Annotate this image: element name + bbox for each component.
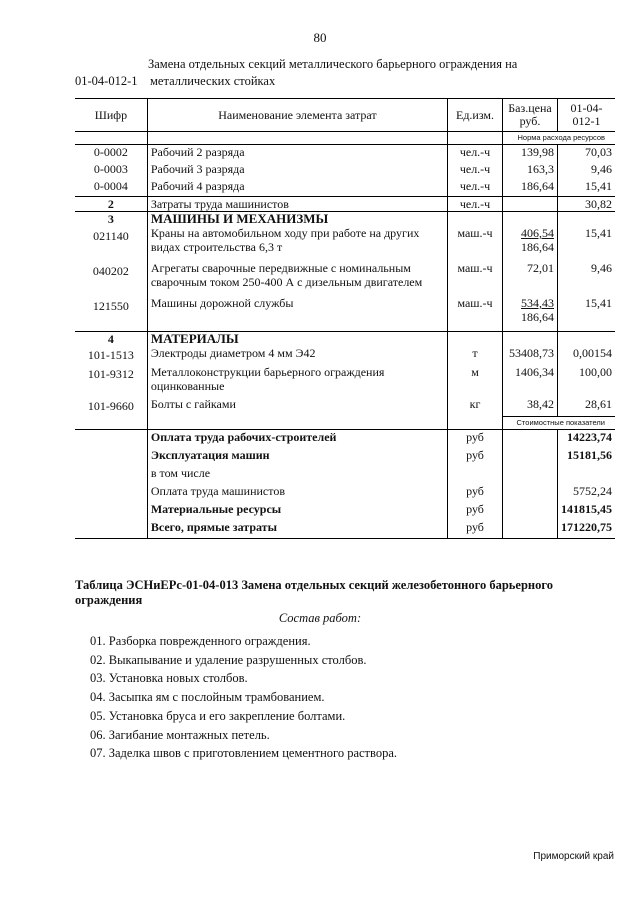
row-price: 186,64 bbox=[503, 179, 558, 197]
row-code: 121550 bbox=[75, 296, 147, 332]
total-value: 171220,75 bbox=[558, 520, 616, 539]
table-row bbox=[75, 162, 615, 179]
row-price bbox=[503, 520, 558, 539]
header-unit: Ед.изм. bbox=[448, 99, 503, 132]
total-unit: руб bbox=[448, 429, 503, 448]
table-row bbox=[75, 179, 615, 197]
totals-row bbox=[75, 429, 615, 448]
row-code: 101-1513 bbox=[75, 346, 147, 365]
price-machinist-value: 186,64 bbox=[521, 310, 554, 324]
price-value: 406,54 bbox=[521, 226, 554, 240]
resource-table bbox=[75, 98, 615, 539]
row-qty: 9,46 bbox=[591, 162, 612, 176]
table-row bbox=[75, 397, 615, 416]
totals-row bbox=[75, 448, 615, 466]
total-value bbox=[558, 466, 616, 484]
table-title-line1: Замена отдельных секций металлического барьерного ограждения на bbox=[148, 57, 518, 71]
row-code: 101-9660 bbox=[75, 397, 147, 416]
norm-label-row bbox=[75, 132, 615, 145]
row-code bbox=[75, 484, 147, 502]
table-title-code: 01-04-012-1 bbox=[75, 74, 138, 88]
total-unit: руб bbox=[448, 484, 503, 502]
total-unit: руб bbox=[448, 502, 503, 520]
row-code: 021140 bbox=[75, 226, 147, 261]
total-unit bbox=[448, 466, 503, 484]
header-name: Наименование элемента затрат bbox=[147, 99, 447, 132]
row-price: 139,98 bbox=[503, 145, 558, 163]
row-price bbox=[503, 502, 558, 520]
table-title-line2: металлических стойках bbox=[150, 74, 276, 88]
row-code bbox=[75, 466, 147, 484]
row-name: Рабочий 4 разряда bbox=[147, 179, 447, 197]
table-row bbox=[75, 346, 615, 365]
row-code bbox=[75, 520, 147, 539]
row-name: Краны на автомобильном ходу при работе на других видах строительства 6,3 т bbox=[147, 226, 447, 261]
table-row bbox=[75, 365, 615, 397]
machinist-row bbox=[75, 197, 615, 212]
list-item: 02. Выкапывание и удаление разрушенных столбов. bbox=[90, 652, 367, 667]
labor-rows bbox=[75, 145, 615, 197]
norm-label: Норма расхода ресурсов bbox=[503, 132, 616, 145]
row-qty: 15,41 bbox=[585, 296, 612, 310]
row-code: 040202 bbox=[75, 261, 147, 296]
cost-label-row bbox=[75, 416, 615, 429]
price-value: 72,01 bbox=[527, 261, 554, 275]
table2-title: Таблица ЭСНиЕРс-01-04-013 Замена отдельных секций железобетонного барьерного ограждения bbox=[75, 578, 553, 607]
list-item: 03. Установка новых столбов. bbox=[90, 671, 248, 686]
material-rows bbox=[75, 346, 615, 416]
price-value: 534,43 bbox=[521, 296, 554, 310]
header-code: Шифр bbox=[75, 99, 147, 132]
totals-rows bbox=[75, 429, 615, 538]
machinist-code: 2 bbox=[75, 197, 147, 212]
row-code bbox=[75, 429, 147, 448]
works-list bbox=[90, 632, 397, 763]
row-name: Машины дорожной службы bbox=[147, 296, 447, 332]
total-name: Материальные ресурсы bbox=[147, 502, 447, 520]
machinist-unit: чел.-ч bbox=[448, 197, 503, 212]
row-unit: чел.-ч bbox=[448, 179, 503, 197]
list-item: 07. Заделка швов с приготовлением цементного раствора. bbox=[90, 746, 397, 761]
row-unit: кг bbox=[448, 397, 503, 416]
row-price bbox=[503, 466, 558, 484]
materials-section-row bbox=[75, 332, 615, 347]
cost-label: Стоимостные показатели bbox=[503, 416, 616, 429]
row-unit: маш.-ч bbox=[448, 226, 503, 261]
row-code: 0-0004 bbox=[75, 179, 147, 197]
row-price: 163,3 bbox=[503, 162, 558, 179]
total-name: в том числе bbox=[147, 466, 447, 484]
row-price bbox=[503, 448, 558, 466]
row-qty: 15,41 bbox=[585, 226, 612, 240]
row-unit: м bbox=[448, 365, 503, 397]
row-qty: 0,00154 bbox=[573, 346, 612, 360]
row-unit: чел.-ч bbox=[448, 145, 503, 163]
row-price bbox=[503, 296, 558, 332]
list-item: 06. Загибание монтажных петель. bbox=[90, 727, 270, 742]
total-value: 15181,56 bbox=[567, 447, 612, 462]
row-name: Рабочий 2 разряда bbox=[147, 145, 447, 163]
row-qty: 28,61 bbox=[585, 397, 612, 411]
header-rate: 01-04-012-1 bbox=[558, 99, 616, 132]
row-price bbox=[503, 226, 558, 261]
row-code: 0-0002 bbox=[75, 145, 147, 163]
row-unit: маш.-ч bbox=[448, 296, 503, 332]
totals-row bbox=[75, 520, 615, 539]
total-value: 14223,74 bbox=[558, 429, 616, 448]
row-unit: т bbox=[448, 346, 503, 365]
total-name: Оплата труда машинистов bbox=[147, 484, 447, 502]
footer-region: Приморский край bbox=[533, 851, 614, 862]
machine-rows bbox=[75, 226, 615, 332]
machines-section-title: МАШИНЫ И МЕХАНИЗМЫ bbox=[147, 212, 447, 227]
list-item: 01. Разборка поврежденного ограждения. bbox=[90, 634, 311, 648]
row-code: 0-0003 bbox=[75, 162, 147, 179]
row-price: 53408,73 bbox=[503, 346, 558, 365]
row-qty: 9,46 bbox=[591, 261, 612, 275]
machines-section-code: 3 bbox=[75, 212, 147, 227]
row-name: Электроды диаметром 4 мм Э42 bbox=[147, 346, 447, 365]
totals-row bbox=[75, 466, 615, 484]
total-name: Эксплуатация машин bbox=[147, 448, 447, 466]
header-base-price: Баз.цена руб. bbox=[503, 99, 558, 132]
page-number: 80 bbox=[313, 30, 327, 45]
row-name: Рабочий 3 разряда bbox=[147, 162, 447, 179]
row-code bbox=[75, 502, 147, 520]
row-name: Агрегаты сварочные передвижные с номинальным сварочным током 250-400 А с дизельным двигателем bbox=[147, 261, 447, 296]
row-price: 38,42 bbox=[503, 397, 558, 416]
materials-section-code: 4 bbox=[75, 332, 147, 347]
row-price bbox=[503, 484, 558, 502]
works-title: Состав работ: bbox=[278, 611, 362, 625]
total-unit: руб bbox=[448, 448, 503, 466]
row-code bbox=[75, 448, 147, 466]
machines-section-row bbox=[75, 212, 615, 227]
machinist-name: Затраты труда машинистов bbox=[147, 197, 447, 212]
machinist-qty: 30,82 bbox=[558, 197, 616, 212]
table-row bbox=[75, 296, 615, 332]
list-item: 04. Засыпка ям с послойным трамбованием. bbox=[90, 690, 325, 705]
list-item: 05. Установка бруса и его закрепление болтами. bbox=[90, 708, 346, 723]
row-name: Металлоконструкции барьерного ограждения оцинкованные bbox=[147, 365, 447, 397]
row-unit: маш.-ч bbox=[448, 261, 503, 296]
price-machinist-value: 186,64 bbox=[521, 240, 554, 254]
totals-row bbox=[75, 484, 615, 502]
total-name: Всего, прямые затраты bbox=[147, 520, 447, 539]
table-row bbox=[75, 226, 615, 261]
total-unit: руб bbox=[448, 520, 503, 539]
row-code: 101-9312 bbox=[75, 365, 147, 397]
table-row bbox=[75, 261, 615, 296]
total-value: 141815,45 bbox=[561, 501, 612, 516]
row-qty: 70,03 bbox=[558, 145, 616, 163]
row-qty: 100,00 bbox=[579, 365, 612, 379]
totals-row bbox=[75, 502, 615, 520]
row-qty: 15,41 bbox=[585, 179, 612, 193]
total-value: 5752,24 bbox=[573, 483, 612, 498]
materials-section-title: МАТЕРИАЛЫ bbox=[147, 332, 447, 347]
row-price bbox=[503, 429, 558, 448]
table-header-row bbox=[75, 99, 615, 132]
row-unit: чел.-ч bbox=[448, 162, 503, 179]
table-row bbox=[75, 145, 615, 163]
total-name: Оплата труда рабочих-строителей bbox=[147, 429, 447, 448]
row-price bbox=[503, 261, 558, 296]
row-name: Болты с гайками bbox=[147, 397, 447, 416]
row-price: 1406,34 bbox=[503, 365, 558, 397]
